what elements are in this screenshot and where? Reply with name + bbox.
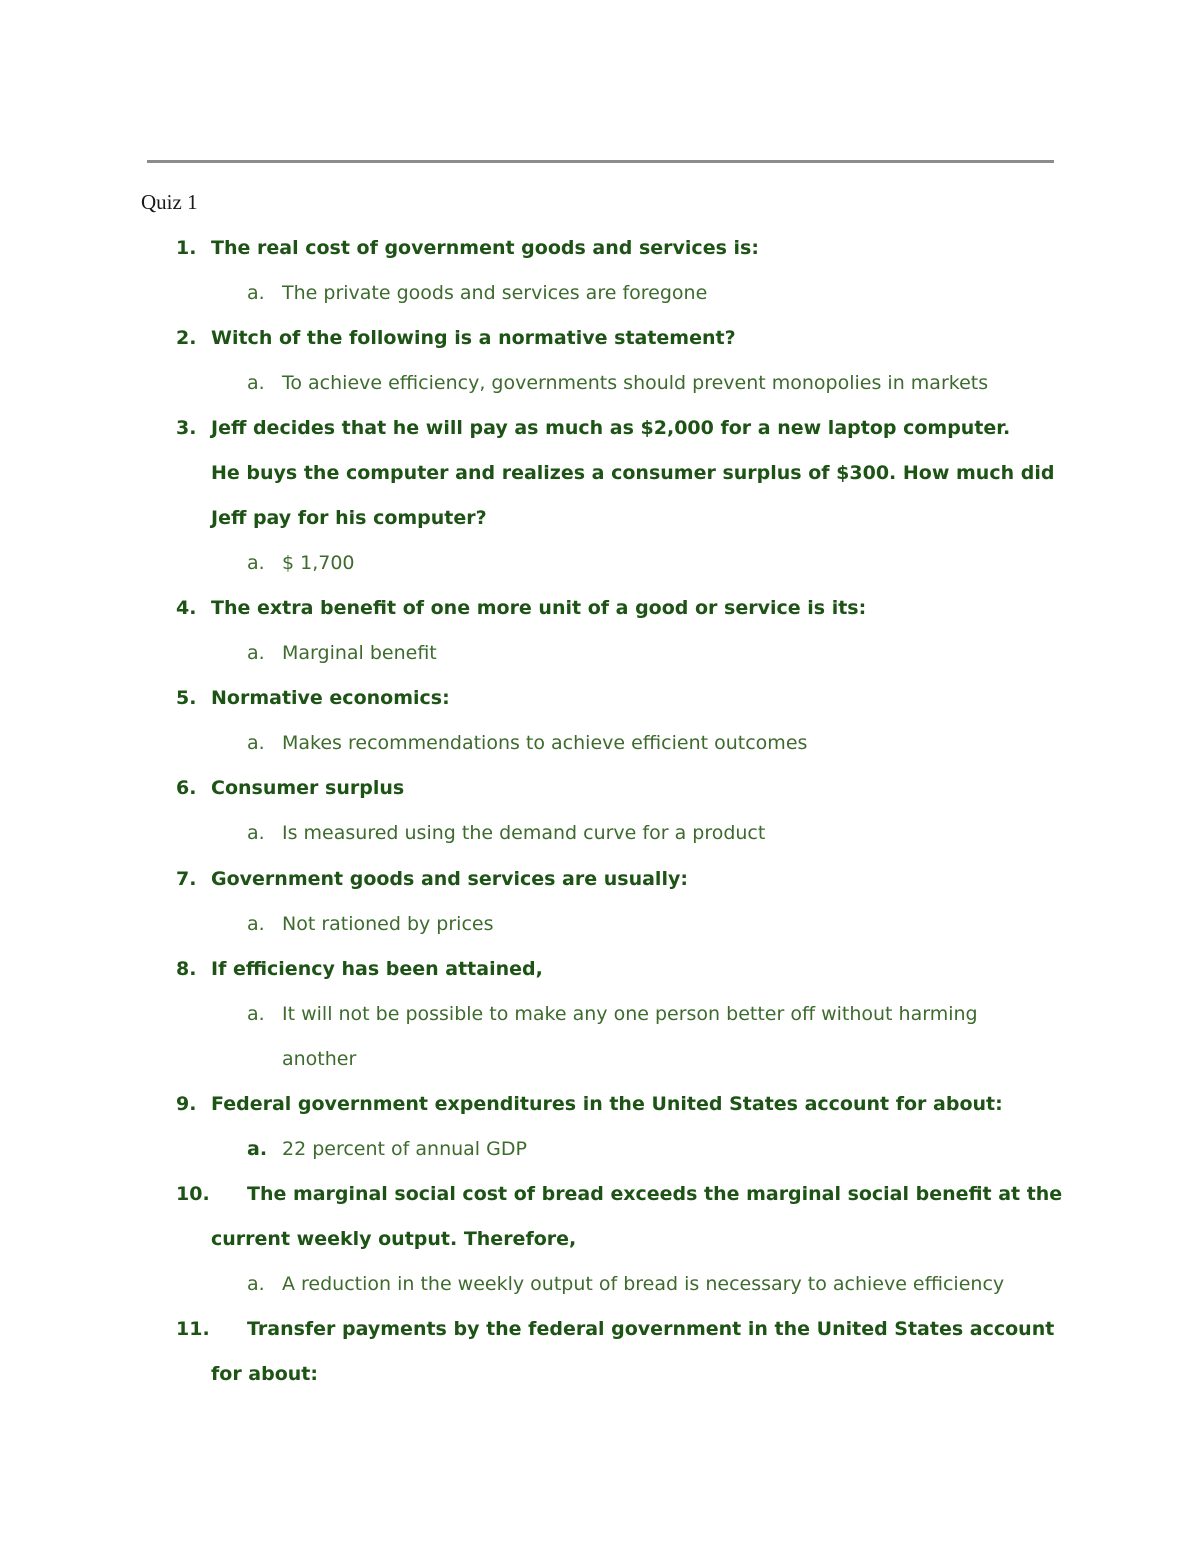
question-text: Transfer payments by the federal government in the United States account xyxy=(247,1318,1055,1340)
answer-letter: a. xyxy=(247,822,265,844)
question-number: 5. xyxy=(176,687,197,709)
answer-text: A reduction in the weekly output of bread is necessary to achieve efficiency xyxy=(282,1273,1005,1295)
question-number: 9. xyxy=(176,1093,197,1115)
quiz-title: Quiz 1 xyxy=(141,190,198,214)
question-text: Consumer surplus xyxy=(211,777,405,799)
question-number: 3. xyxy=(176,417,197,439)
answer-text: $ 1,700 xyxy=(282,552,355,574)
question-text: Normative economics: xyxy=(211,687,450,709)
answer-text: It will not be possible to make any one person better off without harming xyxy=(282,1003,978,1025)
answer-letter: a. xyxy=(247,642,265,664)
question-number: 6. xyxy=(176,777,197,799)
question-number: 1. xyxy=(176,237,197,259)
question-text: current weekly output. Therefore, xyxy=(211,1228,577,1250)
answer-letter: a. xyxy=(247,1273,265,1295)
question-text: The real cost of government goods and services is: xyxy=(211,237,759,259)
question-text: Government goods and services are usually: xyxy=(211,868,688,890)
answer-text: Marginal benefit xyxy=(282,642,437,664)
answer-letter: a. xyxy=(247,372,265,394)
answer-letter: a. xyxy=(247,552,265,574)
answer-text: Makes recommendations to achieve efficient outcomes xyxy=(282,732,808,754)
question-number: 7. xyxy=(176,868,197,890)
answer-text: Is measured using the demand curve for a product xyxy=(282,822,766,844)
horizontal-rule xyxy=(147,160,1054,163)
question-number: 11. xyxy=(176,1318,210,1340)
answer-letter: a. xyxy=(247,1138,268,1160)
answer-letter: a. xyxy=(247,1003,265,1025)
question-text: for about: xyxy=(211,1363,318,1385)
question-text: The marginal social cost of bread exceeds the marginal social benefit at the xyxy=(247,1183,1063,1205)
question-text: Federal government expenditures in the United States account for about: xyxy=(211,1093,1003,1115)
question-text: Jeff pay for his computer? xyxy=(211,507,487,529)
answer-letter: a. xyxy=(247,913,265,935)
question-number: 4. xyxy=(176,597,197,619)
answer-letter: a. xyxy=(247,282,265,304)
question-text: Witch of the following is a normative statement? xyxy=(211,327,736,349)
question-number: 2. xyxy=(176,327,197,349)
answer-text: Not rationed by prices xyxy=(282,913,494,935)
answer-text: The private goods and services are foregone xyxy=(282,282,708,304)
question-text: Jeff decides that he will pay as much as $2,000 for a new laptop computer. xyxy=(211,417,1011,439)
question-text: He buys the computer and realizes a consumer surplus of $300. How much did xyxy=(211,462,1055,484)
answer-text: another xyxy=(282,1048,357,1070)
question-number: 8. xyxy=(176,958,197,980)
question-text: The extra benefit of one more unit of a good or service is its: xyxy=(211,597,867,619)
answer-letter: a. xyxy=(247,732,265,754)
answer-text: 22 percent of annual GDP xyxy=(282,1138,527,1160)
answer-text: To achieve efficiency, governments should prevent monopolies in markets xyxy=(282,372,989,394)
question-number: 10. xyxy=(176,1183,210,1205)
question-text: If efficiency has been attained, xyxy=(211,958,543,980)
